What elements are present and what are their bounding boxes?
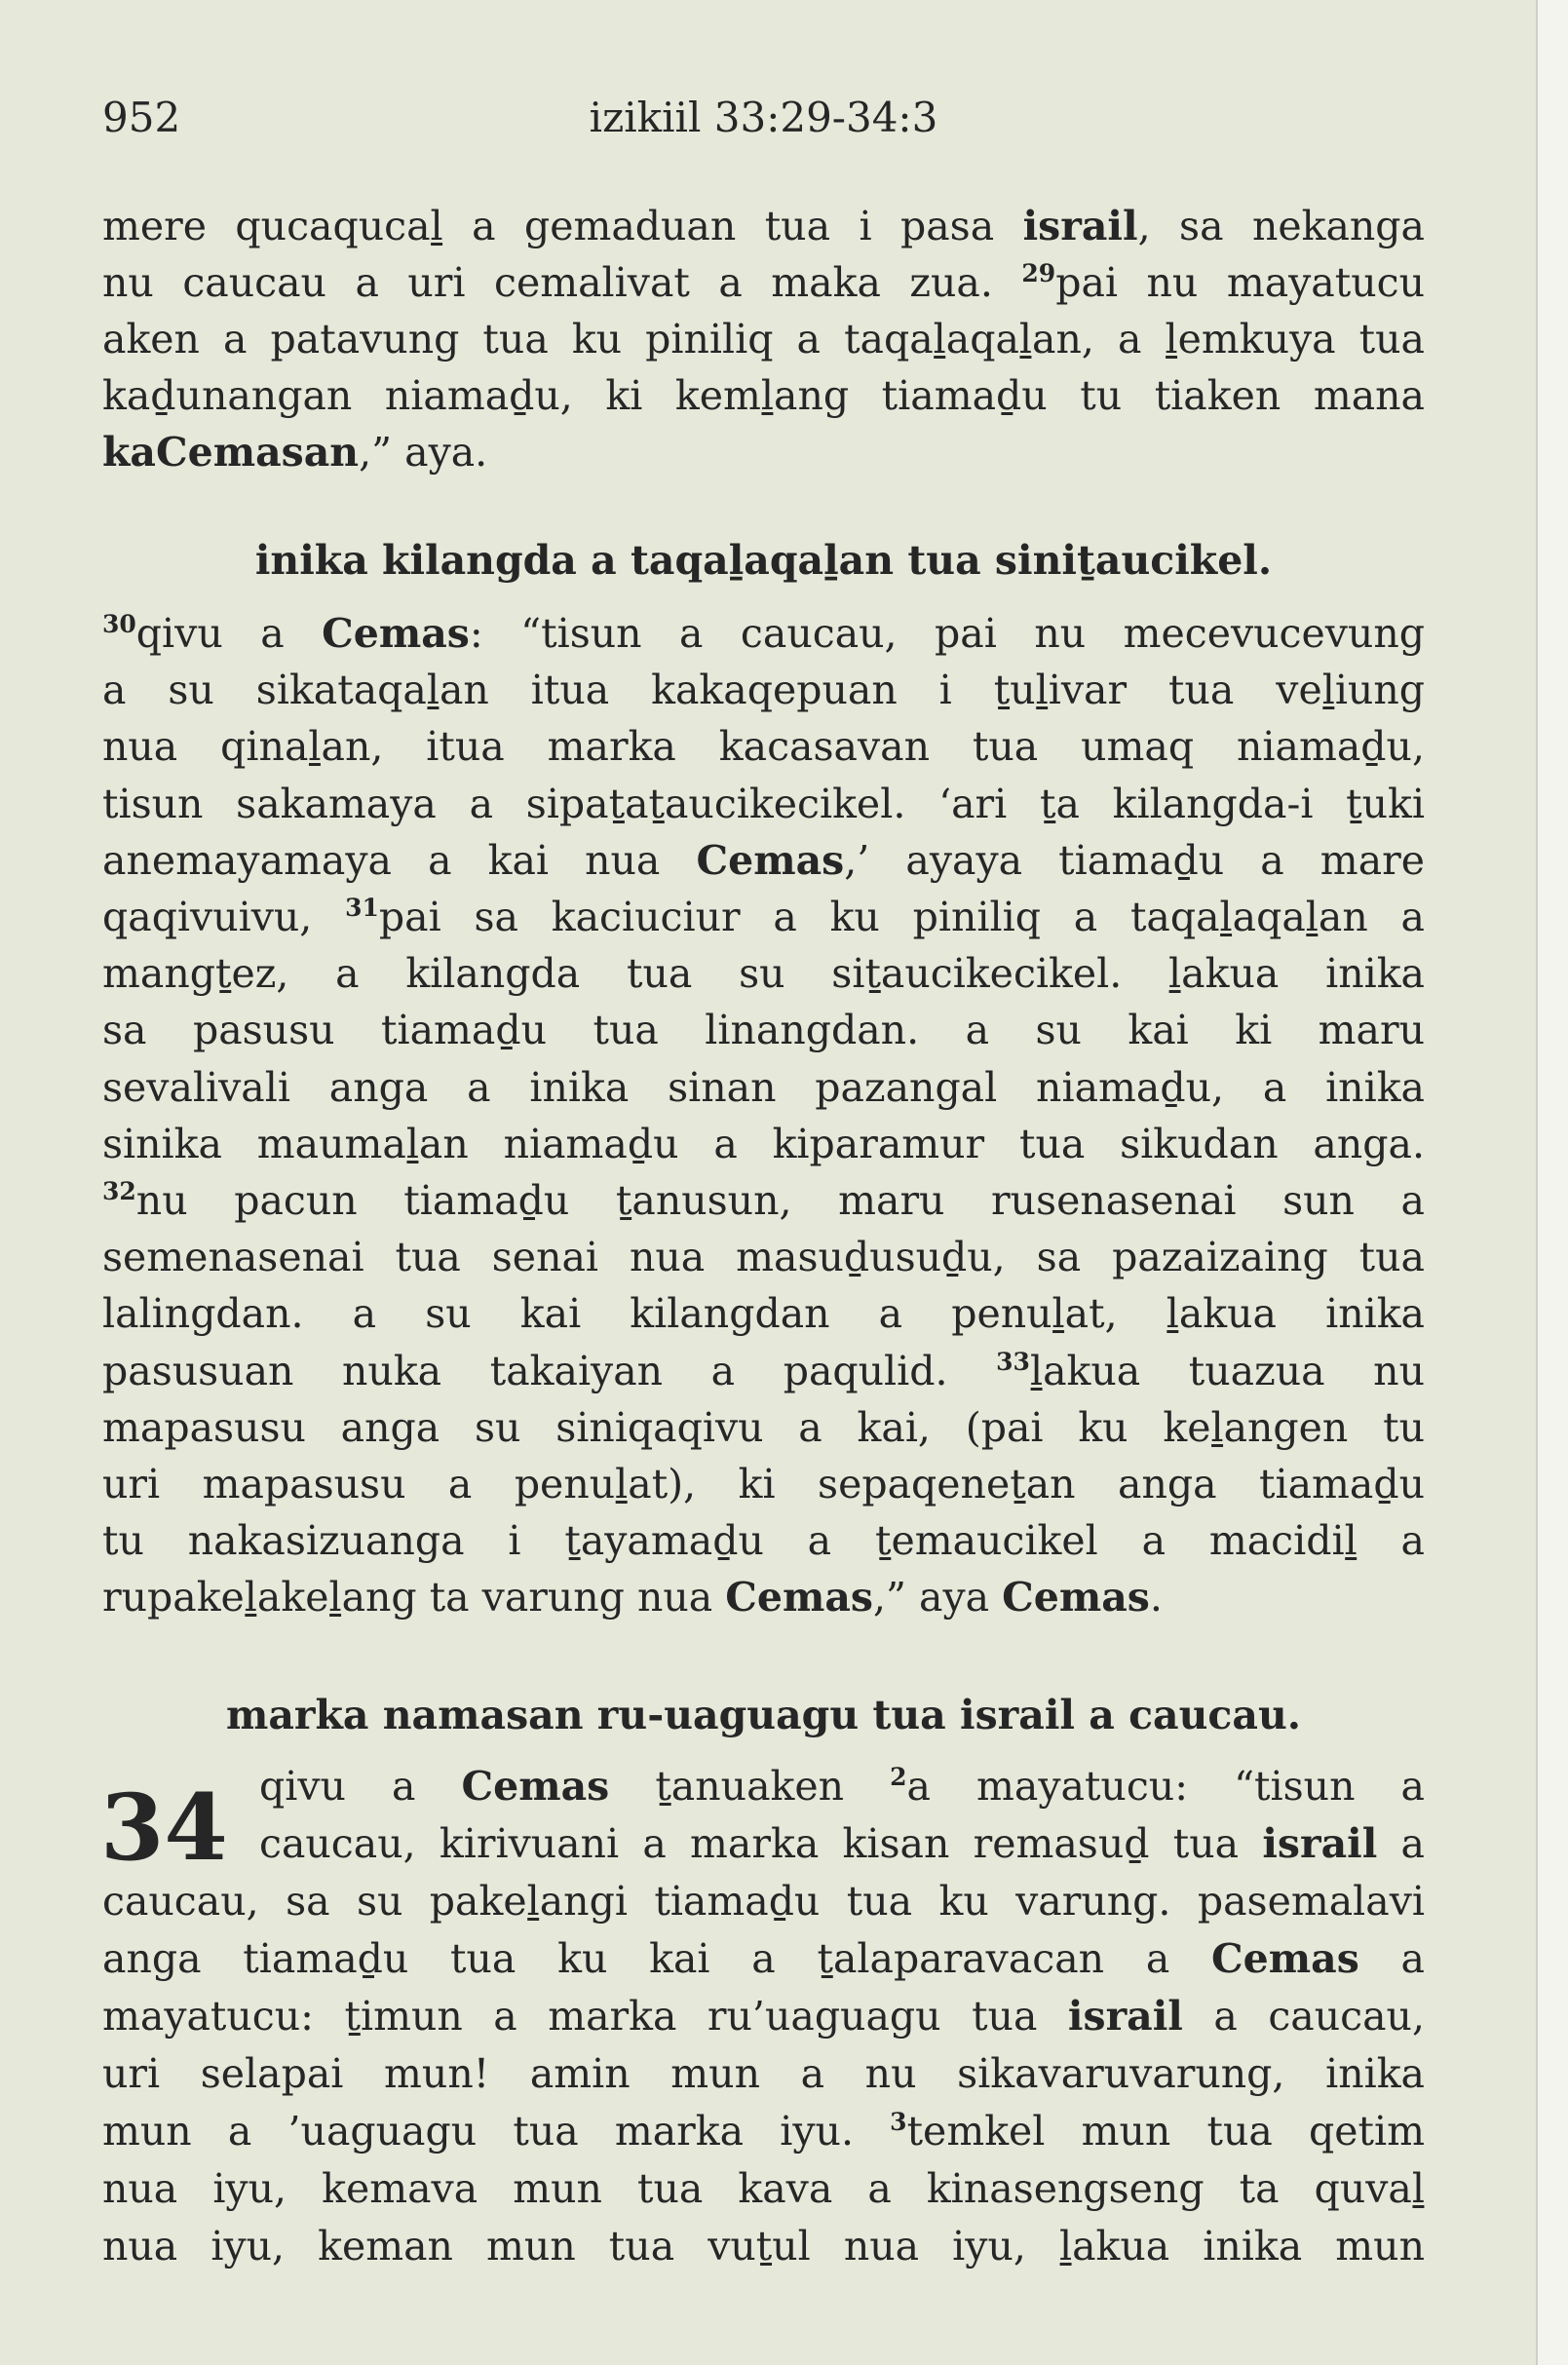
section-heading: inika kilangda a taqaḻaqaḻan tua siniṯaucikel. [254, 537, 1273, 584]
text-line [102, 1569, 1425, 1625]
text-run: mapasusu anga su siniqaqivu a kai, (pai ku keḻangen tu [102, 1403, 1425, 1451]
section-paragraph [102, 605, 1425, 1626]
verse-number: 29 [1021, 259, 1056, 287]
text-run: nu caucau a uri cemalivat a maka zua. [102, 259, 1022, 306]
text-run: nu pacun tiamaḏu ṯanusun, maru rusenasenai sun a [135, 1177, 1425, 1225]
running-title: izikiil 33:29-34:3 [589, 94, 938, 141]
emphasized-term: israil [1067, 1993, 1183, 2040]
text-line [102, 1229, 1425, 1285]
text-line [102, 718, 1425, 775]
text-line [102, 1285, 1425, 1342]
text-run: qivu a [259, 1763, 462, 1810]
emphasized-term: Cemas [322, 610, 470, 657]
text-run: mere qucaqucaḻ a gemaduan tua i pasa [102, 203, 1023, 249]
text-line [102, 1758, 1425, 1815]
text-run: uri mapasusu a penuḻat), ki sepaqeneṯan anga tiamaḏu [102, 1461, 1425, 1508]
emphasized-term: Cemas [696, 836, 845, 884]
text-run: ,’ ayaya tiamaḏu a mare [844, 836, 1425, 884]
emphasized-term: kaCemasan [102, 429, 360, 476]
text-run: anemayamaya a kai nua [102, 836, 697, 884]
text-line [102, 198, 1425, 254]
text-run: sevalivali anga a inika sinan pazangal niamaḏu, a inika [102, 1063, 1425, 1111]
text-run: ,” aya. [359, 429, 488, 476]
text-line [102, 605, 1425, 662]
continued-paragraph [102, 198, 1425, 480]
text-run: caucau, kirivuani a marka kisan remasuḏ tua [259, 1820, 1263, 1867]
text-run: nua qinaḻan, itua marka kacasavan tua umaq niamaḏu, [102, 723, 1425, 771]
verse-number: 2 [890, 1763, 907, 1791]
section-heading: marka namasan ru-uaguagu tua israil a caucau. [225, 1692, 1302, 1738]
text-line [102, 2218, 1425, 2275]
text-run: aken a patavung tua ku piniliq a taqaḻaqaḻan, a ḻemkuya tua [102, 316, 1425, 362]
text-run: mayatucu: ṯimun a marka ru’uaguagu tua [102, 1993, 1068, 2040]
text-line [102, 1343, 1425, 1399]
text-run: mangṯez, a kilangda tua su siṯaucikecikel. ḻakua inika [102, 950, 1425, 998]
text-run: a [1358, 1935, 1425, 1982]
text-run: tu nakasizuanga i ṯayamaḏu a ṯemaucikel a macidiḻ a [102, 1517, 1425, 1565]
text-line [102, 889, 1425, 945]
text-line [102, 1059, 1425, 1116]
text-run: a caucau, [1182, 1993, 1425, 2040]
text-run: uri selapai mun! amin mun a nu sikavaruvarung, inika [102, 2050, 1425, 2097]
text-line [102, 1002, 1425, 1058]
text-line [102, 1116, 1425, 1172]
emphasized-term: Cemas [1211, 1935, 1359, 1982]
text-line [102, 1930, 1425, 1988]
verse-number: 3 [890, 2108, 907, 2136]
text-line [102, 2103, 1425, 2160]
page-number: 952 [102, 94, 181, 141]
text-run: sinika maumaḻan niamaḏu a kiparamur tua sikudan anga. [102, 1120, 1425, 1167]
text-run: kaḏunangan niamaḏu, ki kemḻang tiamaḏu tu tiaken mana [102, 372, 1425, 419]
text-run: semenasenai tua senai nua masuḏusuḏu, sa pazaizaing tua [102, 1234, 1425, 1281]
text-line [102, 776, 1425, 832]
verse-number: 32 [102, 1177, 136, 1206]
page-edge [1536, 0, 1568, 2365]
text-run: , sa nekanga [1137, 203, 1425, 249]
chapter-paragraph [102, 1758, 1425, 2275]
text-run: . [1149, 1574, 1163, 1621]
verse-number: 33 [996, 1347, 1030, 1376]
text-run: ṯanuaken [609, 1763, 891, 1810]
text-run: qivu a [135, 610, 323, 657]
text-line [102, 1172, 1425, 1229]
text-run: a [1377, 1820, 1425, 1867]
text-line [102, 945, 1425, 1002]
text-run: rupakeḻakeḻang ta varung nua [102, 1574, 726, 1621]
text-run: : “tisun a caucau, pai nu mecevucevung [469, 610, 1425, 657]
text-line [102, 832, 1425, 889]
text-run: temkel mun tua qetim [906, 2108, 1425, 2155]
emphasized-term: israil [1022, 203, 1138, 249]
chapter-number: 34 [100, 1774, 228, 1882]
text-line [102, 1873, 1425, 1930]
text-run: caucau, sa su pakeḻangi tiamaḏu tua ku varung. pasemalavi [102, 1878, 1425, 1925]
text-run: anga tiamaḏu tua ku kai a ṯalaparavacan a [102, 1935, 1212, 1982]
text-run: nua iyu, kemava mun tua kava a kinasengseng ta quvaḻ [102, 2165, 1425, 2212]
text-line [102, 1512, 1425, 1569]
text-run: nua iyu, keman mun tua vuṯul nua iyu, ḻakua inika mun [102, 2223, 1425, 2270]
text-line [102, 367, 1425, 424]
text-run: pasusuan nuka takaiyan a paqulid. [102, 1347, 997, 1394]
verse-number: 31 [345, 894, 379, 923]
text-run: mun a ’uaguagu tua marka iyu. [102, 2108, 891, 2155]
emphasized-term: Cemas [461, 1763, 610, 1810]
verse-number: 30 [102, 610, 136, 638]
text-line [102, 1815, 1425, 1873]
text-run: lalingdan. a su kai kilangdan a penuḻat, ḻakua inika [102, 1290, 1425, 1338]
text-line [102, 1399, 1425, 1456]
text-line [102, 254, 1425, 311]
text-run: tisun sakamaya a sipaṯaṯaucikecikel. ‘ari ṯa kilangda-i ṯuki [102, 780, 1425, 827]
emphasized-term: israil [1262, 1820, 1378, 1867]
text-line [102, 311, 1425, 367]
text-line [102, 1988, 1425, 2045]
emphasized-term: Cemas [1002, 1574, 1150, 1621]
text-line [102, 1456, 1425, 1512]
text-line [102, 2045, 1425, 2103]
text-line [102, 662, 1425, 718]
text-run: qaqivuivu, [102, 894, 346, 941]
text-run: a su sikataqaḻan itua kakaqepuan i ṯuḻivar tua veḻiung [102, 667, 1425, 714]
text-run: pai nu mayatucu [1055, 259, 1425, 306]
emphasized-term: Cemas [725, 1574, 873, 1621]
text-run: sa pasusu tiamaḏu tua linangdan. a su kai ki maru [102, 1007, 1425, 1054]
text-run: a mayatucu: “tisun a [906, 1763, 1425, 1810]
text-run: ḻakua tuazua nu [1029, 1347, 1425, 1394]
text-run: pai sa kaciuciur a ku piniliq a taqaḻaqaḻan a [378, 894, 1425, 941]
text-run: ,” aya [873, 1574, 1003, 1621]
page-header [102, 90, 1425, 146]
text-line [102, 2160, 1425, 2218]
text-line [102, 424, 1425, 480]
